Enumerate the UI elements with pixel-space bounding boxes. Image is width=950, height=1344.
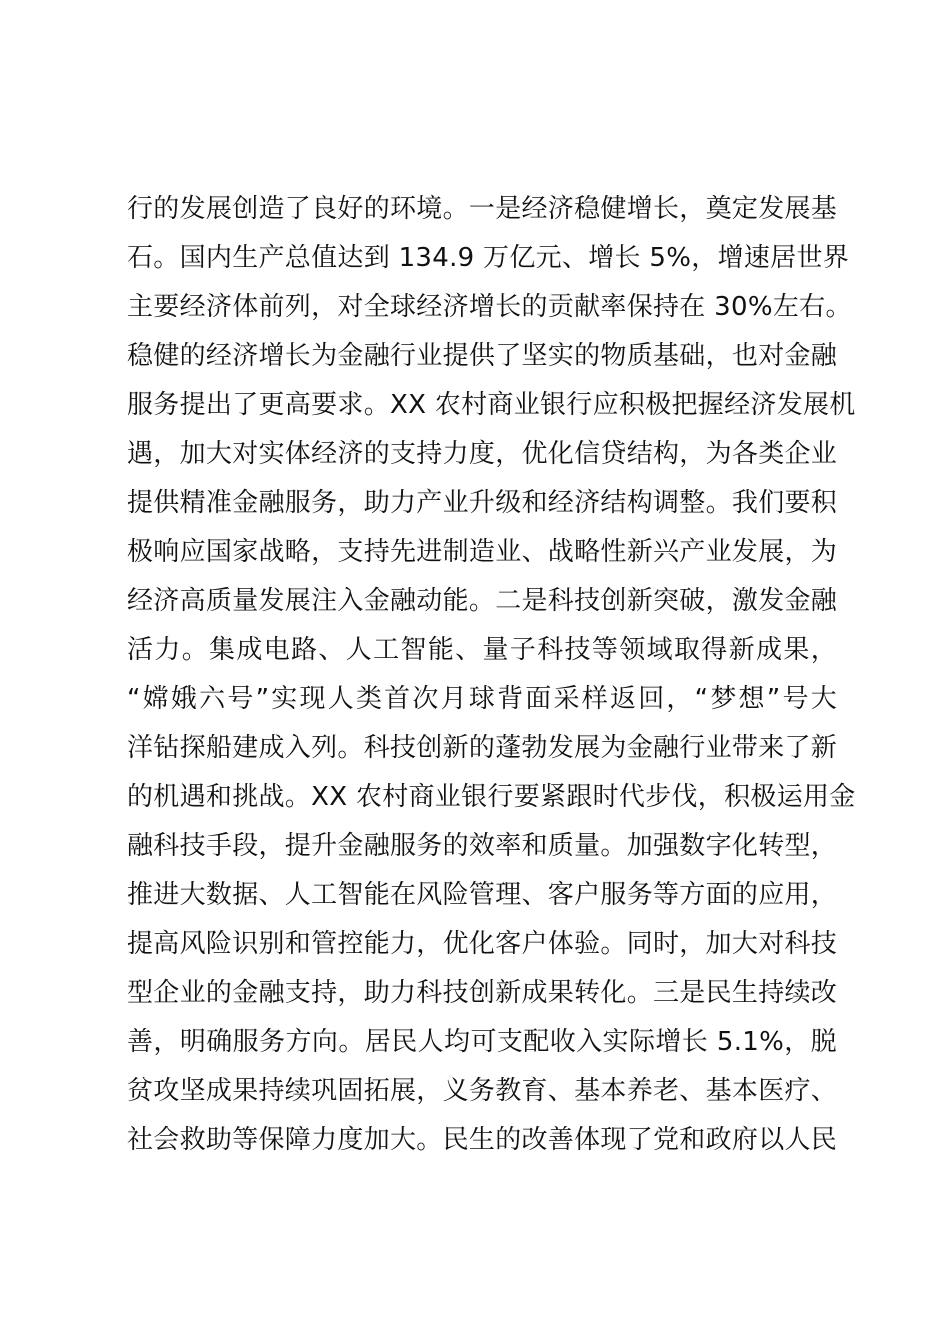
text-line: 推进大数据、人工智能在风险管理、客户服务等方面的应用， bbox=[127, 880, 838, 910]
text-line: 服务提出了更高要求。XX 农村商业银行应积极把握经济发展机 bbox=[127, 390, 856, 420]
text-line: 提供精准金融服务，助力产业升级和经济结构调整。我们要积 bbox=[127, 488, 838, 518]
text-line: 提高风险识别和管控能力，优化客户体验。同时，加大对科技 bbox=[127, 929, 838, 959]
text-line: 经济高质量发展注入金融动能。二是科技创新突破，激发金融 bbox=[127, 586, 838, 616]
body-text bbox=[127, 185, 856, 1165]
text-line: 融科技手段，提升金融服务的效率和质量。加强数字化转型， bbox=[127, 831, 838, 861]
text-line: “嫦娥六号”实现人类首次月球背面采样返回，“梦想”号大 bbox=[127, 684, 837, 714]
text-line: 社会救助等保障力度加大。民生的改善体现了党和政府以人民 bbox=[127, 1125, 838, 1155]
text-line: 石。国内生产总值达到 134.9 万亿元、增长 5%，增速居世界 bbox=[127, 243, 850, 273]
text-line: 主要经济体前列，对全球经济增长的贡献率保持在 30%左右。 bbox=[127, 292, 852, 322]
text-line: 洋钻探船建成入列。科技创新的蓬勃发展为金融行业带来了新 bbox=[127, 733, 838, 763]
text-line: 的机遇和挑战。XX 农村商业银行要紧跟时代步伐，积极运用金 bbox=[127, 782, 856, 812]
text-line: 行的发展创造了良好的环境。一是经济稳健增长，奠定发展基 bbox=[127, 194, 838, 224]
text-line: 活力。集成电路、人工智能、量子科技等领域取得新成果， bbox=[127, 635, 837, 665]
text-line: 贫攻坚成果持续巩固拓展，义务教育、基本养老、基本医疗、 bbox=[127, 1076, 838, 1106]
text-line: 型企业的金融支持，助力科技创新成果转化。三是民生持续改 bbox=[127, 978, 838, 1008]
text-line: 遇，加大对实体经济的支持力度，优化信贷结构，为各类企业 bbox=[127, 439, 838, 469]
text-line: 稳健的经济增长为金融行业提供了坚实的物质基础，也对金融 bbox=[127, 341, 838, 371]
text-line: 善，明确服务方向。居民人均可支配收入实际增长 5.1%，脱 bbox=[127, 1027, 837, 1057]
text-line: 极响应国家战略，支持先进制造业、战略性新兴产业发展，为 bbox=[127, 537, 838, 567]
